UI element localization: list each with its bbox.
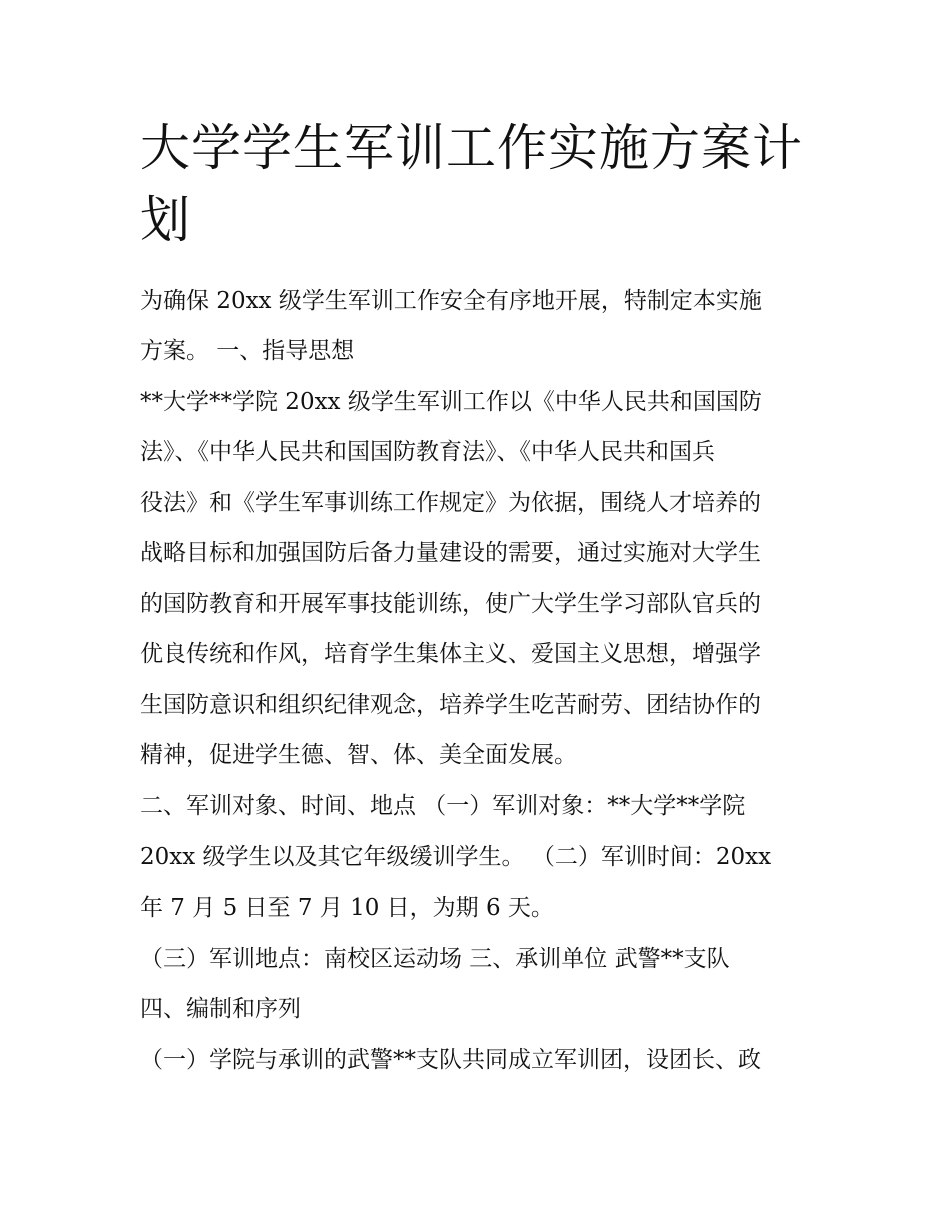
document-title: [140, 112, 820, 256]
body-line: 的国防教育和开展军事技能训练，使广大学生学习部队官兵的: [140, 591, 761, 617]
body-line: 二、军训对象、时间、地点 （一）军训对象：**大学**学院: [140, 793, 746, 819]
body-line: 年 7 月 5 日至 7 月 10 日，为期 6 天。: [140, 895, 554, 921]
body-line: （三）军训地点：南校区运动场 三、承训单位 武警**支队: [140, 946, 730, 972]
body-line: 为确保 20xx 级学生军训工作安全有序地开展，特制定本实施: [140, 288, 762, 314]
body-line: 生国防意识和组织纪律观念，培养学生吃苦耐劳、团结协作的: [140, 692, 761, 718]
title-line-2: 划: [140, 191, 191, 249]
body-line: 战略目标和加强国防后备力量建设的需要，通过实施对大学生: [140, 540, 761, 566]
title-line-1: 大学学生军训工作实施方案计: [140, 119, 803, 177]
body-line: （一）学院与承训的武警**支队共同成立军训团，设团长、政: [140, 1047, 761, 1073]
body-line: 役法》和《学生军事训练工作规定》为依据，围绕人才培养的: [140, 490, 761, 516]
body-line: **大学**学院 20xx 级学生军训工作以《中华人民共和国国防: [140, 389, 762, 415]
body-line: 四、编制和序列: [140, 996, 301, 1022]
body-line: 法》、《中华人民共和国国防教育法》、《中华人民共和国兵: [140, 439, 715, 465]
body-line: 方案。 一、指导思想: [140, 338, 355, 364]
body-line: 优良传统和作风，培育学生集体主义、爱国主义思想，增强学: [140, 641, 761, 667]
body-line: 20xx 级学生以及其它年级缓训学生。 （二）军训时间：20xx: [140, 844, 772, 870]
body-line: 精神，促进学生德、智、体、美全面发展。: [140, 742, 577, 768]
